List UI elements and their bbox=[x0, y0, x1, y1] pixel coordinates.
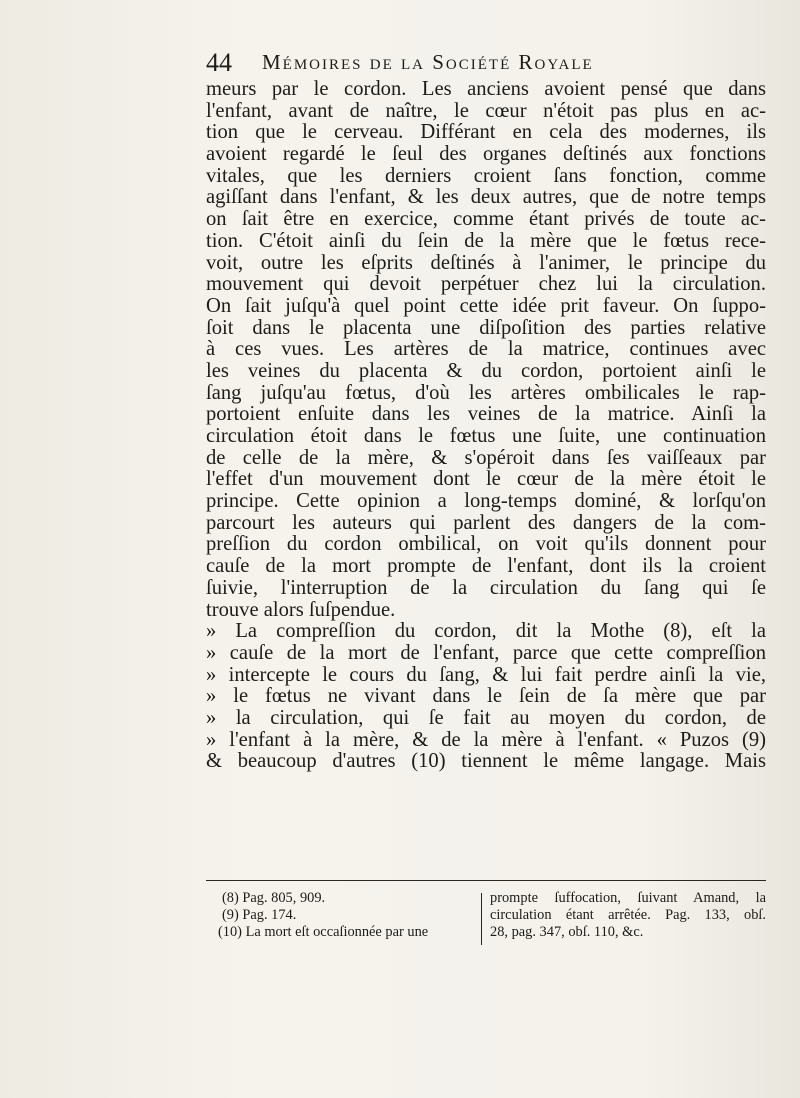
footnote-rule bbox=[206, 880, 766, 881]
text-line: agiſſant dans l'enfant, & les deux autres, que de notre temps bbox=[206, 186, 766, 209]
text-line: vitales, que les derniers croient ſans fonction, comme bbox=[206, 164, 766, 187]
footnote-10-continued: 28, pag. 347, obſ. 110, &c. bbox=[490, 924, 644, 940]
footnote-column-divider bbox=[481, 893, 482, 945]
quote-line: » cauſe de la mort de l'enfant, parce que cette compreſſion bbox=[206, 641, 766, 664]
text-line: on ſait être en exercice, comme étant privés de toute ac- bbox=[206, 208, 766, 231]
text-line: avoient regardé le ſeul des organes deſtinés aux fonctions bbox=[206, 143, 766, 166]
text-line: meurs par le cordon. Les anciens avoient pensé que dans bbox=[206, 78, 766, 100]
quote-line: » La compreſſion du cordon, dit la Mothe (8), eſt la bbox=[206, 620, 766, 643]
text-line: l'enfant, avant de naître, le cœur n'étoit pas plus en ac- bbox=[206, 99, 766, 122]
footnote-10-continued: circulation étant arrêtée. Pag. 133, obſ. bbox=[490, 907, 766, 923]
quote-line: » l'enfant à la mère, & de la mère à l'enfant. « Puzos (9) bbox=[206, 728, 766, 751]
text-line: ſuivie, l'interruption de la circulation du ſang qui ſe bbox=[206, 576, 766, 599]
page-number: 44 bbox=[206, 48, 232, 77]
text-line: l'effet d'un mouvement dont le cœur de la mère étoit le bbox=[206, 468, 766, 491]
quote-line: » intercepte le cours du ſang, & lui fait perdre ainſi la vie, bbox=[206, 663, 766, 686]
quote-line: » le fœtus ne vivant dans le ſein de ſa mère que par bbox=[206, 685, 766, 708]
footnotes-left-column bbox=[218, 890, 477, 941]
text-line: tion que le cerveau. Différant en cela des modernes, ils bbox=[206, 121, 766, 144]
text-line: circulation étoit dans le fœtus une ſuite, une continuation bbox=[206, 425, 766, 447]
body-text bbox=[206, 79, 766, 773]
page-header bbox=[206, 48, 766, 80]
text-line: principe. Cette opinion a long-temps dominé, & lorſqu'on bbox=[206, 490, 766, 513]
footnotes-right-column bbox=[490, 890, 766, 941]
text-line: à ces vues. Les artères de la matrice, continues avec bbox=[206, 338, 766, 361]
text-line: preſſion du cordon ombilical, on voit qu'ils donnent pour bbox=[206, 533, 766, 556]
text-line: tion. C'étoit ainſi du ſein de la mère que le fœtus rece- bbox=[206, 229, 766, 252]
text-line: & beaucoup d'autres (10) tiennent le même langage. Mais bbox=[206, 750, 766, 773]
text-line: de celle de la mère, & s'opéroit dans ſes vaiſſeaux par bbox=[206, 446, 766, 469]
text-line: mouvement qui devoit perpétuer chez lui la circulation. bbox=[206, 273, 766, 296]
footnote-8: (8) Pag. 805, 909. bbox=[222, 890, 326, 906]
text-line: parcourt les auteurs qui parlent des dangers de la com- bbox=[206, 511, 766, 534]
text-line: ſoit dans le placenta une diſpoſition des parties relative bbox=[206, 316, 766, 339]
text-line: ſang juſqu'au fœtus, d'où les artères ombilicales le rap- bbox=[206, 381, 766, 404]
text-line: voit, outre les eſprits deſtinés à l'animer, le principe du bbox=[206, 251, 766, 274]
running-title: Mémoires de la Société Royale bbox=[262, 50, 594, 74]
quote-line: » la circulation, qui ſe fait au moyen du cordon, de bbox=[206, 706, 766, 729]
footnote-10: (10) La mort eſt occaſionnée par une bbox=[218, 924, 429, 940]
text-line: On ſait juſqu'à quel point cette idée prit faveur. On ſuppo- bbox=[206, 294, 766, 317]
footnote-10-continued: prompte ſuffocation, ſuivant Amand, la bbox=[490, 890, 766, 906]
text-line: cauſe de la mort prompte de l'enfant, dont ils la croient bbox=[206, 555, 766, 578]
text-line: trouve alors ſuſpendue. bbox=[206, 598, 396, 621]
text-line: les veines du placenta & du cordon, portoient ainſi le bbox=[206, 359, 766, 382]
text-line: portoient enſuite dans les veines de la matrice. Ainſi la bbox=[206, 403, 766, 426]
footnote-9: (9) Pag. 174. bbox=[222, 907, 297, 923]
